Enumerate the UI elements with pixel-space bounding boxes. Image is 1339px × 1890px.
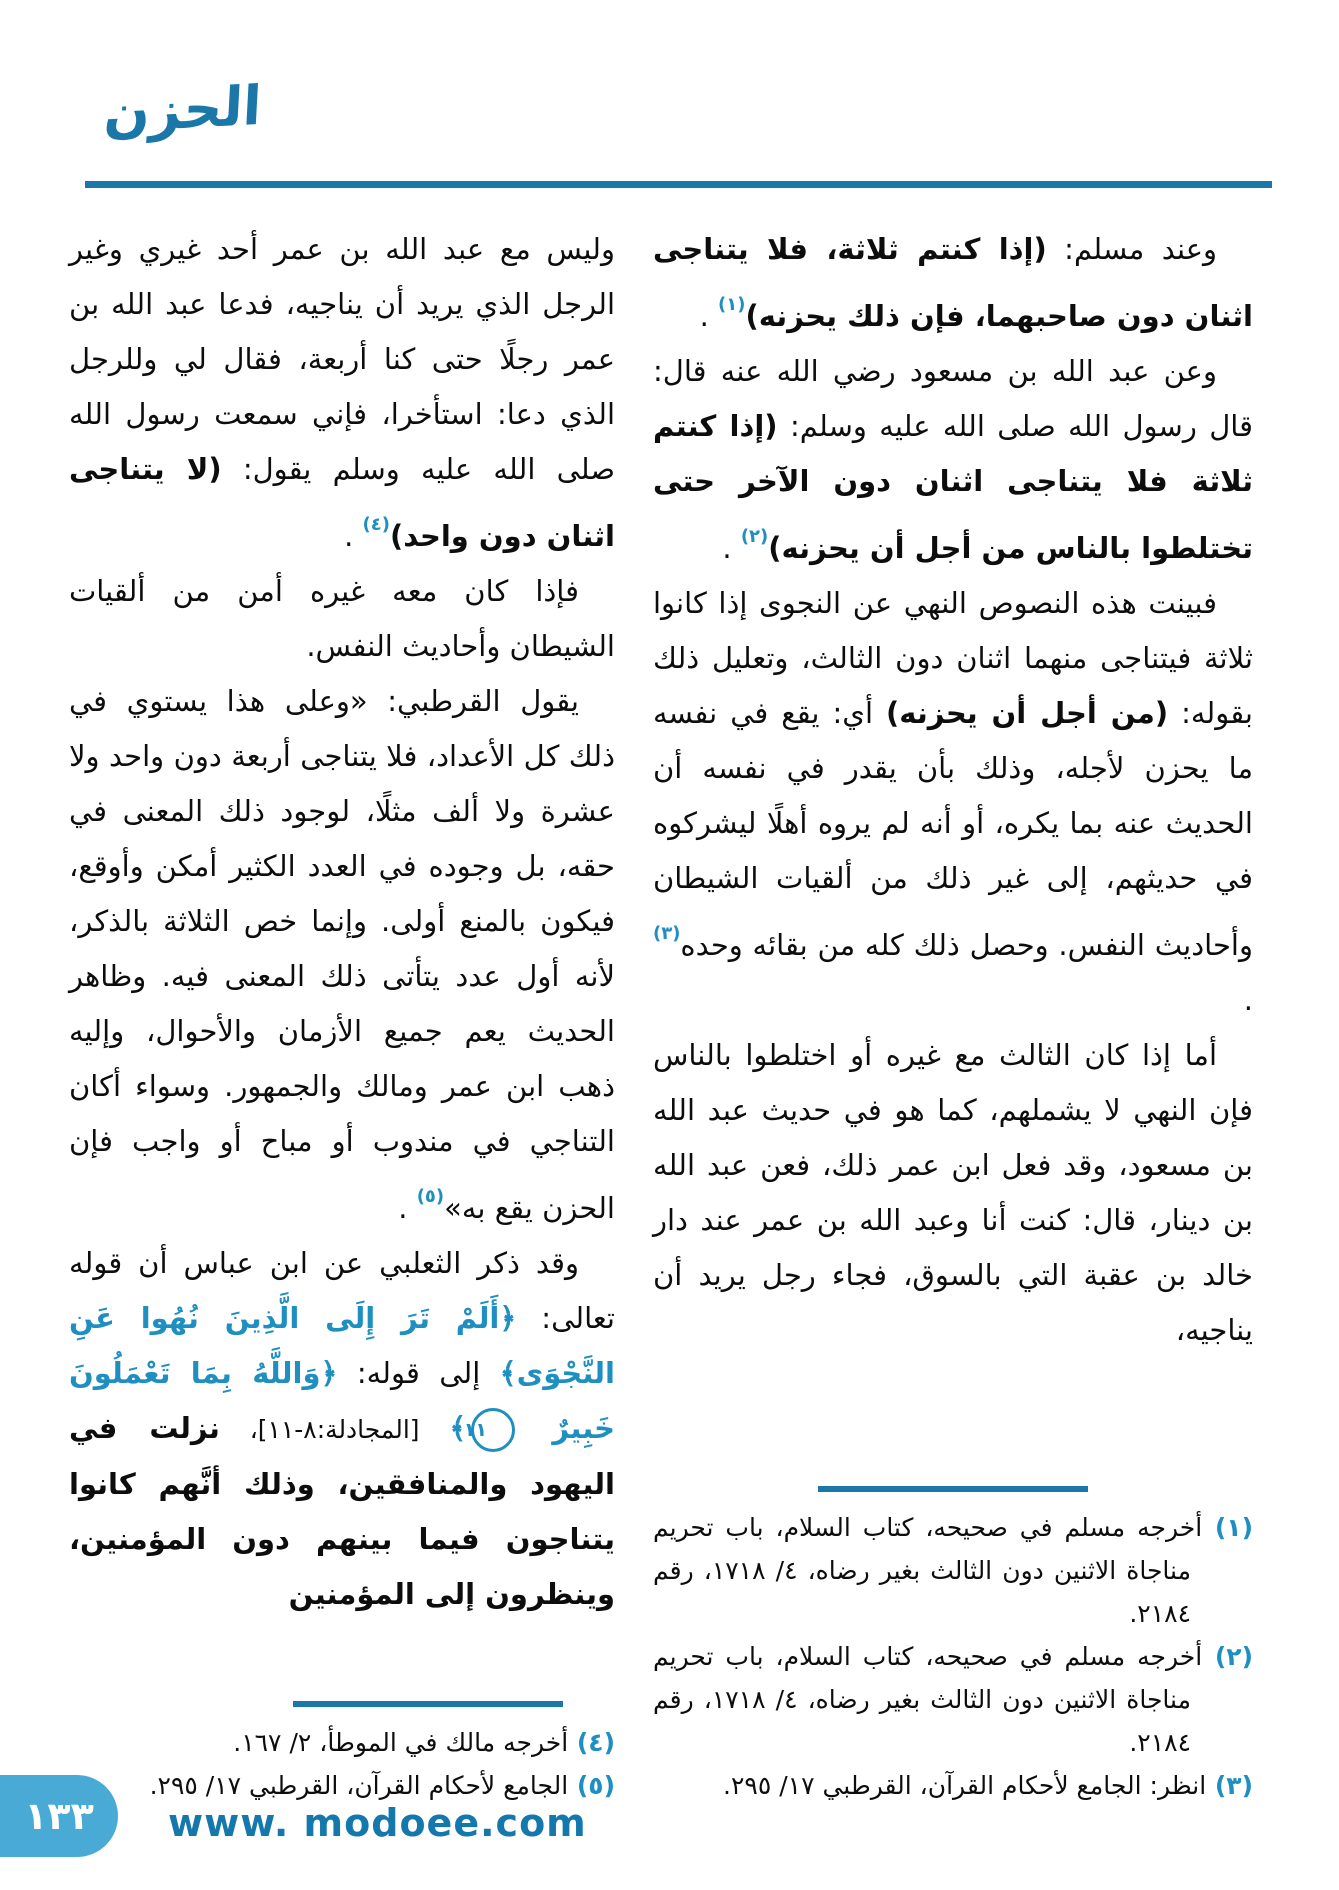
column-left-paragraphs: [69, 222, 615, 1622]
body-text: .: [398, 1191, 417, 1225]
ayah-number-ornament: ١١: [471, 1408, 515, 1452]
hadith-bold-text: (إذا كنتم ثلاثة، فلا يتناجى اثنان دون صاحبهما، فإن ذلك يحزنه): [653, 232, 1253, 333]
column-right: [653, 222, 1253, 1807]
hadith-bold-text: (لا يتناجى اثنان دون واحد): [69, 452, 615, 553]
footnote-marker: (٢): [1202, 1642, 1253, 1671]
paragraph: [653, 576, 1253, 1028]
quran-quote: ﴾: [449, 1411, 467, 1445]
footnote-text: أخرجه مسلم في صحيحه، كتاب السلام، باب تحريم مناجاة الاثنين دون الثالث بغير رضاه، ٤/ ١٧١٨، رقم ٢١٨٤.: [653, 1642, 1203, 1757]
footnote-marker: (١): [1202, 1513, 1253, 1542]
footnote: [653, 1506, 1253, 1635]
header-rule: [85, 181, 1272, 188]
footnote: [653, 1764, 1253, 1807]
paragraph: [653, 1028, 1253, 1358]
paragraph: [69, 674, 615, 1236]
body-text: .: [722, 531, 741, 565]
body-text: فإذا كان معه غيره أمن من ألقيات الشيطان وأحاديث النفس.: [69, 574, 615, 663]
quran-quote: ﴿أَلَمْ تَرَ إِلَى الَّذِينَ نُهُوا عَنِ النَّجْوَى﴾: [69, 1301, 615, 1390]
footnote-list: [653, 1506, 1253, 1807]
footnote: [69, 1721, 615, 1764]
footnotes-left: [69, 1701, 615, 1807]
paragraph: [69, 1236, 615, 1622]
body-text: فبينت هذه النصوص النهي عن النجوى إذا كانوا ثلاثة فيتناجى منهما اثنان دون الثالث، وتعليل ذلك بقوله:: [653, 586, 1253, 730]
footnote-marker: (٤): [568, 1728, 615, 1757]
footnote-reference-marker: (٢): [740, 526, 769, 547]
footnote-reference-marker: (٥): [416, 1186, 445, 1207]
hadith-bold-text: (من أجل أن يحزنه): [886, 696, 1169, 730]
footnote-text: أخرجه مسلم في صحيحه، كتاب السلام، باب تحريم مناجاة الاثنين دون الثالث بغير رضاه، ٤/ ١٧١٨، رقم ٢١٨٤.: [653, 1513, 1203, 1628]
body-text: أي: يقع في نفسه ما يحزن لأجله، وذلك بأن يقدر في نفسه أن الحديث عنه بما يكره، أو أنه لم يروه أهلًا ليشركوه في حديثهم، إلى غير ذلك من ألقيات الشيطان وأحاديث النفس. وحصل ذلك كله من بقائه وحده: [653, 696, 1253, 962]
body-text: .: [1243, 983, 1253, 1017]
column-right-paragraphs: [653, 222, 1253, 1358]
paragraph: [69, 564, 615, 674]
page-number-badge: [0, 1775, 118, 1857]
footnote-list: [69, 1721, 615, 1807]
footnote-marker: (٥): [568, 1771, 615, 1800]
body-text: [المجادلة:٨-١١]،: [219, 1415, 450, 1444]
page-number: ١٣٣: [24, 1794, 94, 1838]
chapter-title-calligraphy: الحزن: [102, 73, 263, 146]
paragraph: [653, 222, 1253, 344]
footnote-marker: (٣): [1206, 1771, 1253, 1800]
footnote-reference-marker: (٣): [653, 923, 681, 944]
footnote-separator: [293, 1701, 563, 1707]
body-text: يقول القرطبي: «وعلى هذا يستوي في ذلك كل الأعداد، فلا يتناجى أربعة دون واحد ولا عشرة ولا ألف مثلًا، لوجود ذلك المعنى في حقه، بل وجوده في العدد الكثير أمكن وأوقع، فيكون بالمنع أولى. وإنما خص الثلاثة بالذكر، لأنه أول عدد يتأتى ذلك المعنى فيه. وظاهر الحديث يعم جميع الأزمان والأحوال، وإليه ذهب ابن عمر ومالك والجمهور. وسواء أكان التناجي في مندوب أو مباح أو واجب فإن الحزن يقع به»: [69, 684, 615, 1225]
body-text: إلى قوله:: [337, 1356, 500, 1390]
footnotes-right: [653, 1486, 1253, 1807]
footnote-text: أخرجه مالك في الموطأ، ٢/ ١٦٧.: [233, 1728, 569, 1757]
footnote-reference-marker: (٤): [362, 514, 390, 535]
footnote: [653, 1635, 1253, 1764]
column-left: [69, 222, 615, 1807]
body-text: وليس مع عبد الله بن عمر أحد غيري وغير الرجل الذي يريد أن يناجيه، فدعا عبد الله بن عمر رجلًا حتى كنا أربعة، فقال لي وللرجل الذي دعا: استأخرا، فإني سمعت رسول الله صلى الله عليه وسلم يقول:: [69, 232, 616, 486]
body-text: وعند مسلم:: [1046, 232, 1217, 266]
page-columns: [69, 222, 1253, 1807]
paragraph: [653, 344, 1253, 576]
website-url: www. modoee.com: [168, 1801, 587, 1845]
hadith-bold-text: (إذا كنتم ثلاثة فلا يتناجى اثنان دون الآخر حتى تختلطوا بالناس من أجل أن يحزنه): [653, 409, 1253, 565]
footnote-reference-marker: (١): [718, 294, 746, 315]
body-text: وعن عبد الله بن مسعود رضي الله عنه قال: قال رسول الله صلى الله عليه وسلم:: [653, 354, 1253, 443]
body-text: وقد ذكر الثعلبي عن ابن عباس أن قوله تعالى:: [69, 1246, 615, 1335]
quran-quote: ﴿وَاللَّهُ بِمَا تَعْمَلُونَ خَبِيرٌ: [69, 1356, 615, 1445]
body-text: .: [344, 519, 363, 553]
body-text: .: [699, 299, 719, 333]
footnote-text: انظر: الجامع لأحكام القرآن، القرطبي ١٧/ ٢٩٥.: [723, 1771, 1207, 1800]
body-text: أما إذا كان الثالث مع غيره أو اختلطوا بالناس فإن النهي لا يشملهم، كما هو في حديث عبد الله بن مسعود، وقد فعل ابن عمر ذلك، فعن عبد الله بن دينار، قال: كنت أنا وعبد الله بن عمر عند دار خالد بن عقبة التي بالسوق، فجاء رجل يريد أن يناجيه،: [653, 1038, 1253, 1347]
footnote-text: الجامع لأحكام القرآن، القرطبي ١٧/ ٢٩٥.: [149, 1771, 569, 1800]
footnote-separator: [818, 1486, 1088, 1492]
paragraph: [69, 222, 615, 564]
hadith-bold-text: نزلت في اليهود والمنافقين، وذلك أنَّهم كانوا يتناجون فيما بينهم دون المؤمنين، وينظرون إلى المؤمنين: [69, 1411, 615, 1611]
